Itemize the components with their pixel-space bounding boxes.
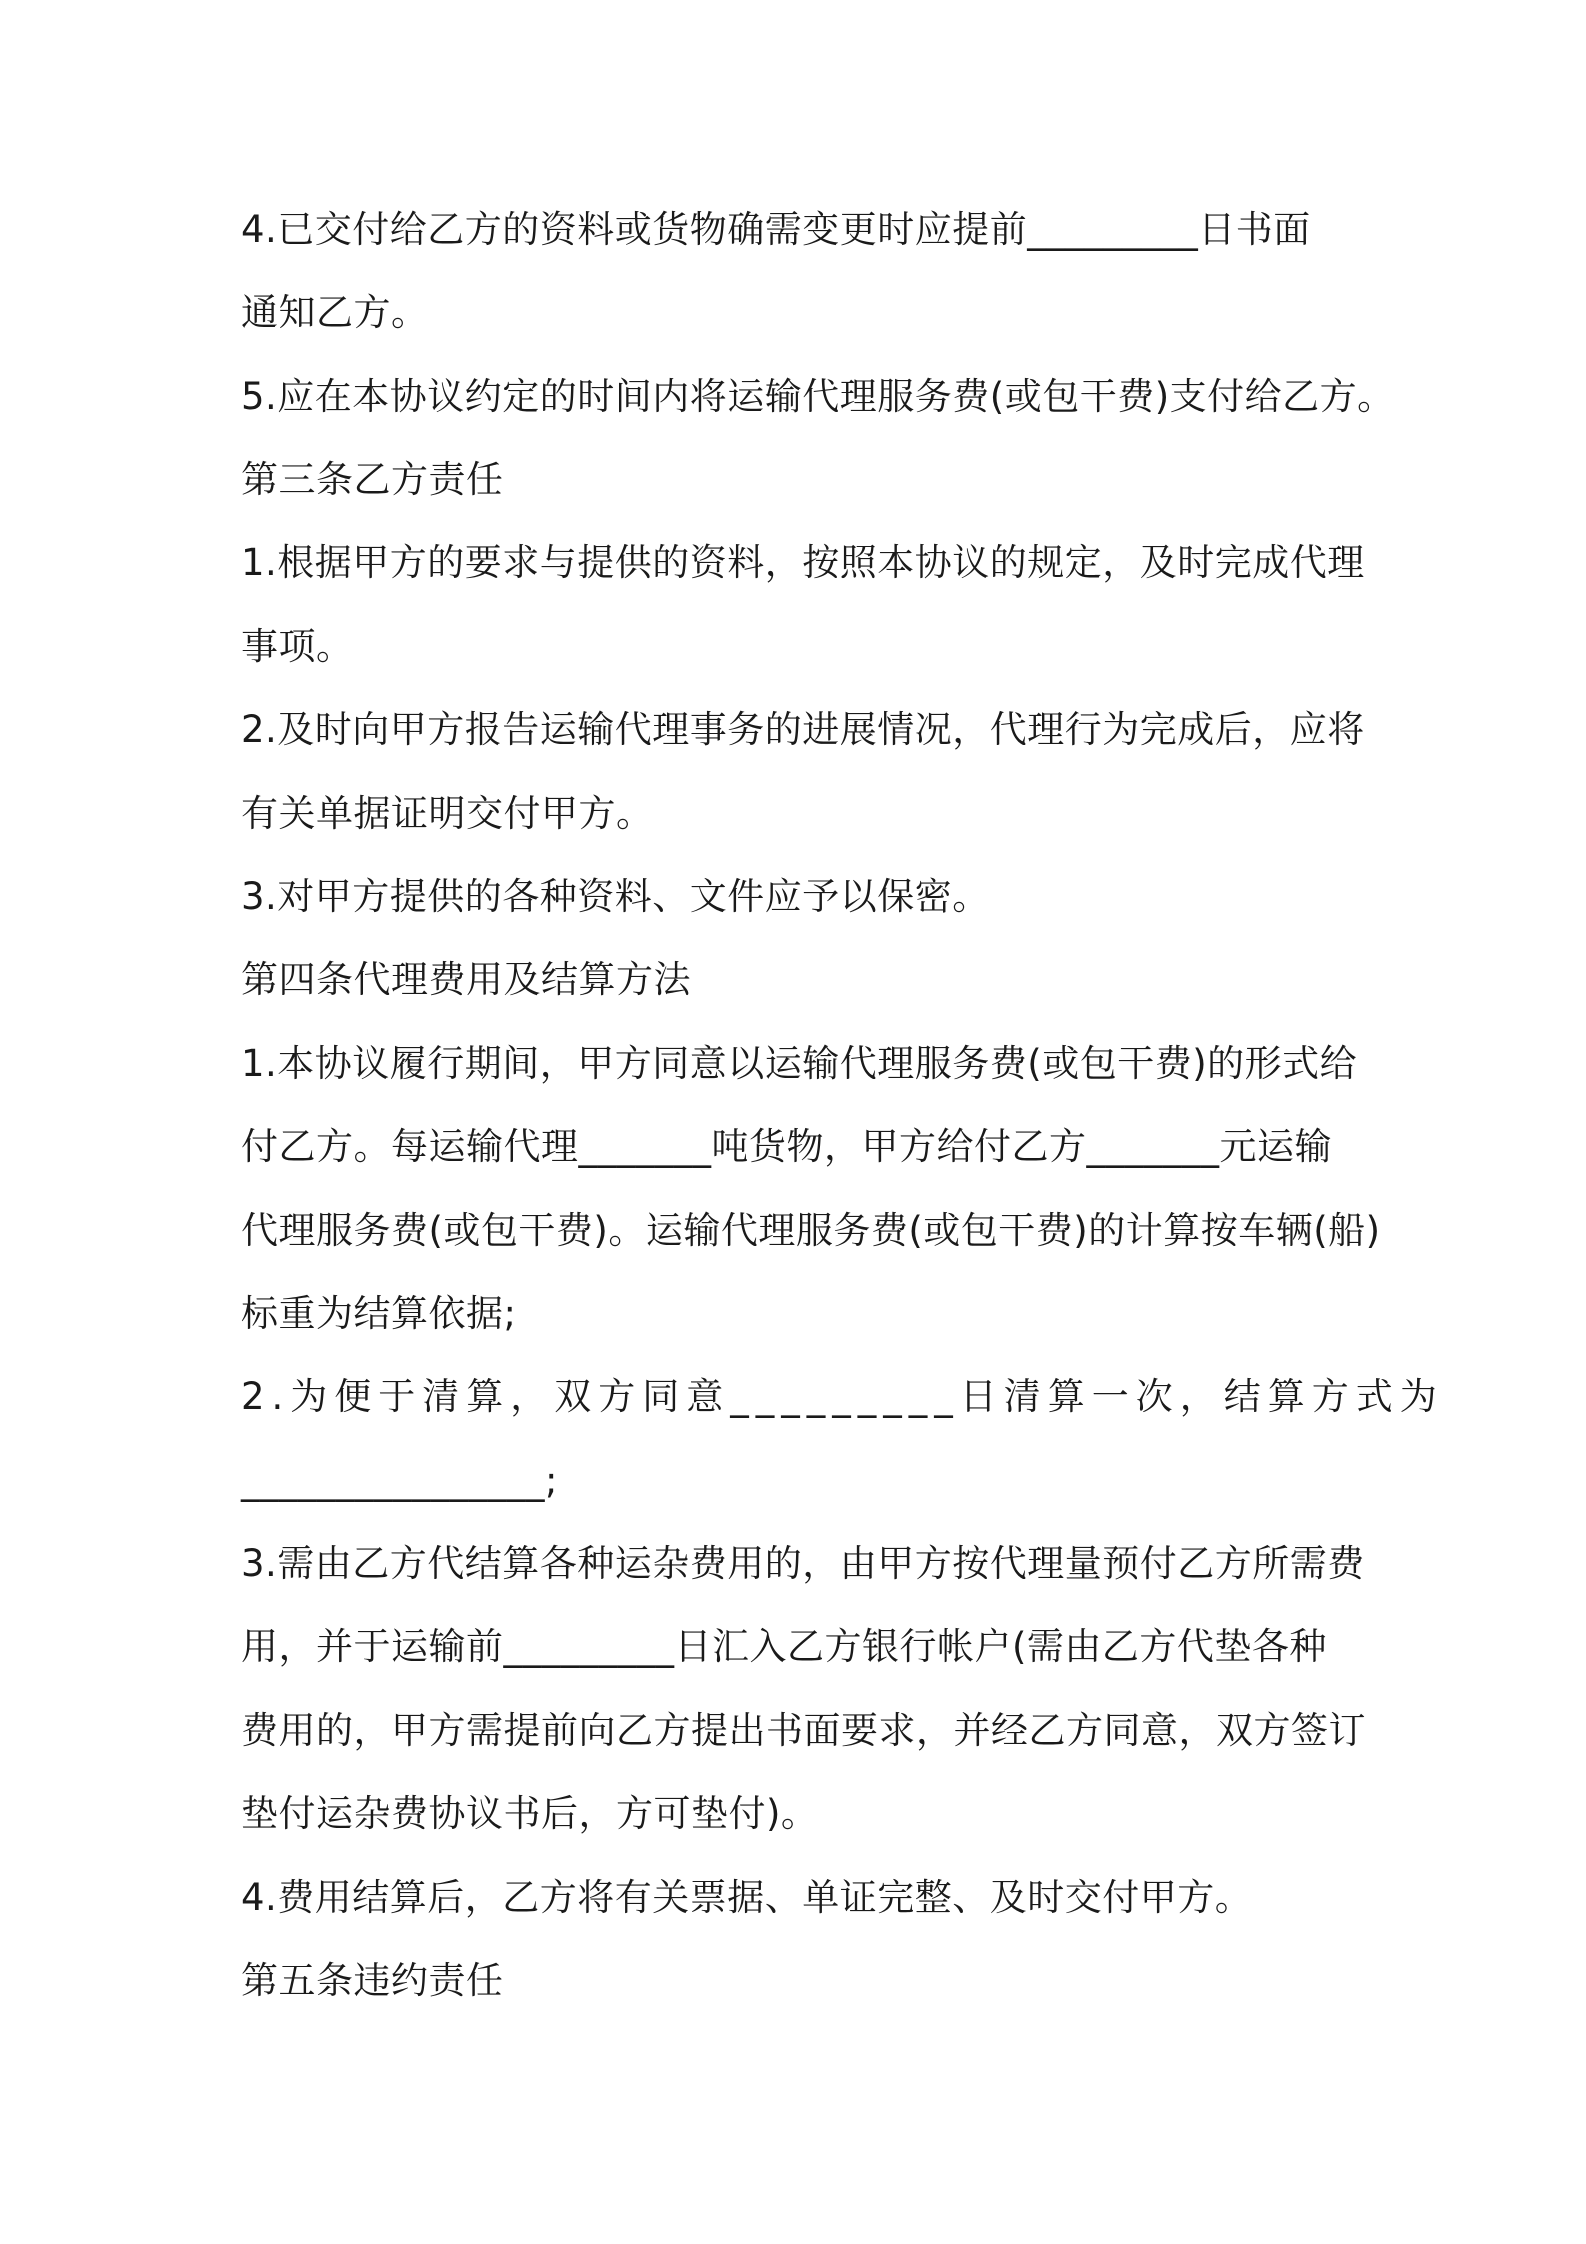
text-line: 标重为结算依据; [241, 1292, 517, 1335]
text-line: 4.费用结算后，乙方将有关票据、单证完整、及时交付甲方。 [241, 1876, 1253, 1919]
text-line: 5.应在本协议约定的时间内将运输代理服务费(或包干费)支付给乙方。 [241, 375, 1395, 418]
text-line: 通知乙方。 [241, 291, 429, 334]
section-heading: 第五条违约责任 [241, 1959, 504, 2002]
section-heading: 第四条代理费用及结算方法 [241, 958, 691, 1001]
text-line: 代理服务费(或包干费)。运输代理服务费(或包干费)的计算按车辆(船) [241, 1209, 1381, 1252]
text-line: 用，并于运输前_________日汇入乙方银行帐户(需由乙方代垫各种 [241, 1625, 1327, 1668]
text-line: 事项。 [241, 625, 354, 668]
section-heading: 第三条乙方责任 [241, 458, 504, 501]
text-line: 3.需由乙方代结算各种运杂费用的，由甲方按代理量预付乙方所需费 [241, 1542, 1365, 1585]
text-line: 有关单据证明交付甲方。 [241, 792, 654, 835]
text-line: 付乙方。每运输代理_______吨货物，甲方给付乙方_______元运输 [241, 1125, 1332, 1168]
text-line: 1.本协议履行期间，甲方同意以运输代理服务费(或包干费)的形式给 [241, 1042, 1358, 1085]
text-line: 3.对甲方提供的各种资料、文件应予以保密。 [241, 875, 990, 918]
text-line: 4.已交付给乙方的资料或货物确需变更时应提前_________日书面 [241, 208, 1311, 251]
text-line: 2.为便于清算，双方同意_________日清算一次，结算方式为 [241, 1375, 1444, 1418]
text-line: 垫付运杂费协议书后，方可垫付)。 [241, 1792, 819, 1835]
text-line: 2.及时向甲方报告运输代理事务的进展情况，代理行为完成后，应将 [241, 708, 1365, 751]
text-line: ________________; [241, 1459, 558, 1502]
text-line: 1.根据甲方的要求与提供的资料，按照本协议的规定，及时完成代理 [241, 541, 1365, 584]
text-line: 费用的，甲方需提前向乙方提出书面要求，并经乙方同意，双方签订 [241, 1709, 1366, 1752]
